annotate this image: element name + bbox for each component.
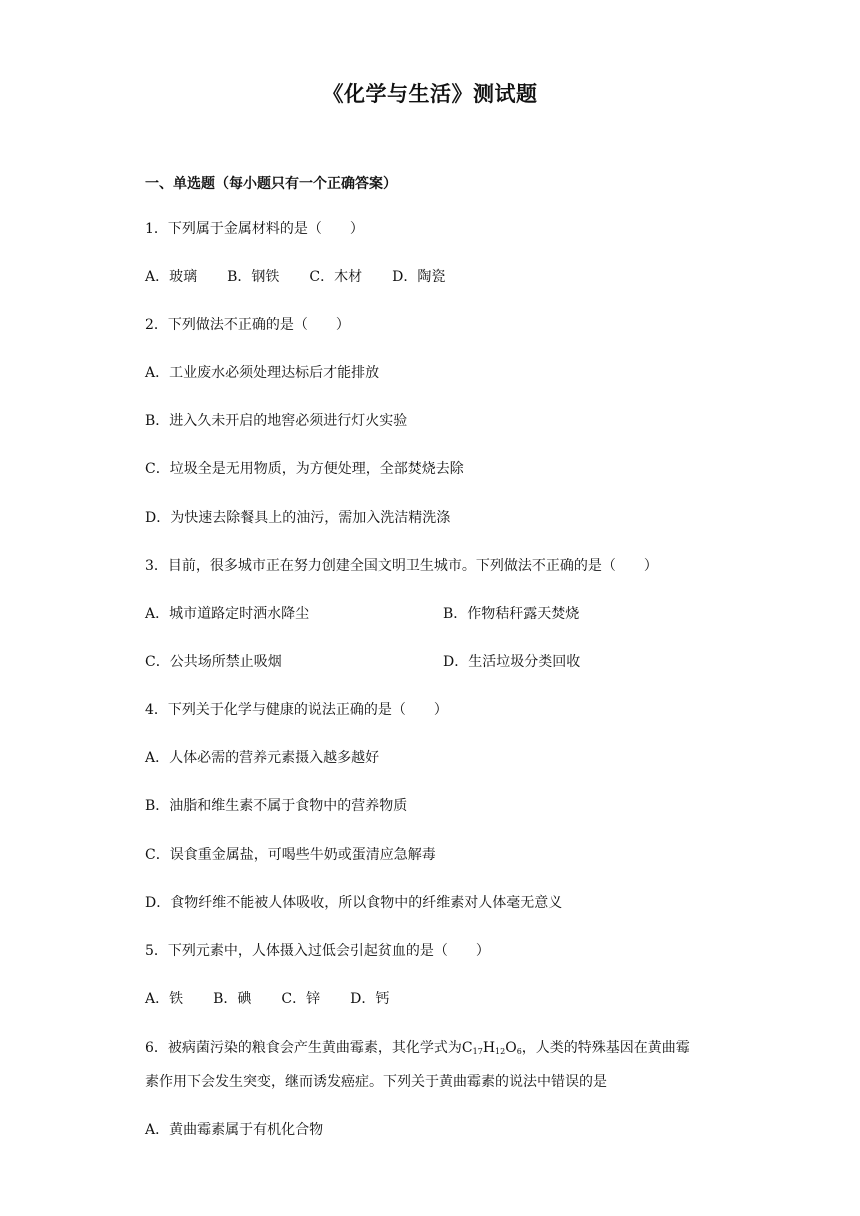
question-3-stem: 3．目前，很多城市正在努力创建全国文明卫生城市。下列做法不正确的是（ ） xyxy=(145,558,658,574)
question-4-stem: 4．下列关于化学与健康的说法正确的是（ ） xyxy=(145,702,448,718)
question-2-stem: 2．下列做法不正确的是（ ） xyxy=(145,317,350,333)
option-d: D．食物纤维不能被人体吸收，所以食物中的纤维素对人体毫无意义 xyxy=(145,895,563,911)
document-title: 《化学与生活》测试题 xyxy=(322,82,538,106)
option-a: A．人体必需的营养元素摄入越多越好 xyxy=(145,750,380,766)
option-a: A．黄曲霉素属于有机化合物 xyxy=(145,1122,324,1138)
option-c: C．误食重金属盐，可喝些牛奶或蛋清应急解毒 xyxy=(145,847,436,863)
stem-text: 6．被病菌污染的粮食会产生黄曲霉素，其化学式为 xyxy=(145,1040,462,1056)
stem-text: ，人类的特殊基因在黄曲霉 xyxy=(521,1040,690,1056)
option-c: C．木材 xyxy=(309,269,363,285)
option-c: C．锌 xyxy=(281,991,321,1007)
question-6-stem xyxy=(145,1037,690,1057)
option-c: C．垃圾全是无用物质，为方便处理，全部焚烧去除 xyxy=(145,461,464,477)
option-d: D．钙 xyxy=(350,991,390,1007)
option-a: A．铁 xyxy=(145,991,184,1007)
option-b: B．进入久未开启的地窖必须进行灯火实验 xyxy=(145,413,408,429)
option-b: B．作物秸秆露天焚烧 xyxy=(443,606,580,622)
option-d: D．生活垃圾分类回收 xyxy=(443,654,581,670)
question-6-stem-line-2: 素作用下会发生突变，继而诱发癌症。下列关于黄曲霉素的说法中错误的是 xyxy=(145,1074,607,1090)
option-d: D．陶瓷 xyxy=(392,269,446,285)
question-1-stem: 1．下列属于金属材料的是（ ） xyxy=(145,221,364,237)
question-5-stem: 5．下列元素中，人体摄入过低会引起贫血的是（ ） xyxy=(145,943,490,959)
option-a: A．工业废水必须处理达标后才能排放 xyxy=(145,365,380,381)
option-a: A．城市道路定时洒水降尘 xyxy=(145,606,310,622)
option-b: B．油脂和维生素不属于食物中的营养物质 xyxy=(145,798,408,814)
option-b: B．碘 xyxy=(213,991,252,1007)
section-heading: 一、单选题（每小题只有一个正确答案） xyxy=(145,176,397,192)
option-b: B．钢铁 xyxy=(227,269,280,285)
option-d: D．为快速去除餐具上的油污，需加入洗洁精洗涤 xyxy=(145,510,451,526)
question-1-options xyxy=(145,266,475,286)
question-5-options xyxy=(145,988,419,1008)
chemical-formula: $C_{17}H_{12}O_6$ xyxy=(461,1040,522,1056)
option-a: A．玻璃 xyxy=(145,269,198,285)
option-c: C．公共场所禁止吸烟 xyxy=(145,654,282,670)
